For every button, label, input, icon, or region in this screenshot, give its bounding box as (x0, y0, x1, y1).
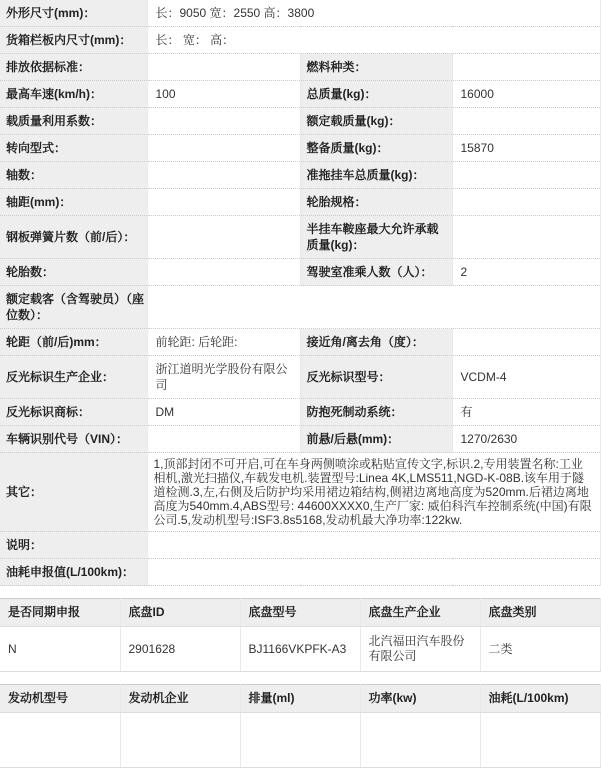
spec-value-cell: 浙江道明光学股份有限公司 (147, 356, 300, 399)
spec-label-cell: 货箱栏板内尺寸(mm)： (0, 27, 147, 54)
spec-value-cell (147, 426, 300, 453)
spec-row (0, 286, 600, 329)
engine-maker-cell (120, 713, 240, 768)
spec-value-cell (452, 189, 600, 216)
spec-row-other (0, 453, 600, 532)
spec-row (0, 81, 600, 108)
spec-row (0, 259, 600, 286)
chassis-header-cell: 底盘型号 (240, 599, 360, 627)
spec-value-cell (147, 216, 300, 259)
spec-value-cell (147, 54, 300, 81)
spec-value-cell: VCDM-4 (452, 356, 600, 399)
spec-label-cell: 反光标识生产企业： (0, 356, 147, 399)
chassis-header-cell: 底盘ID (120, 599, 240, 627)
spec-value-cell: 长： 宽： 高： (147, 27, 600, 54)
spec-label-cell: 最高车速(km/h)： (0, 81, 147, 108)
spec-value-cell (147, 189, 300, 216)
chassis-header-row (0, 599, 600, 627)
spec-label-cell: 额定载质量(kg)： (300, 108, 452, 135)
spec-label-cell: 燃料种类： (300, 54, 452, 81)
engine-header-cell: 排量(ml) (240, 685, 360, 713)
spec-row (0, 216, 600, 259)
spec-value-cell: 16000 (452, 81, 600, 108)
engine-header-cell: 发动机企业 (120, 685, 240, 713)
spec-value-cell: 2 (452, 259, 600, 286)
chassis-header-cell: 底盘类别 (480, 599, 600, 627)
spec-value-cell: 有 (452, 399, 600, 426)
spec-label-cell: 额定载客（含驾驶员）（座位数）： (0, 286, 147, 329)
spec-label-cell: 轮胎规格： (300, 189, 452, 216)
spec-value-cell: 1,顶部封闭不可开启,可在车身两侧喷涂或粘贴宣传文字,标识.2,专用装置名称:工业相机,激光扫描仪,车载发电机.装置型号:Linea 4K,LMS511,NGD-K-08B.该车用于隧道检测.3,左,右侧及后防护均采用裙边箱结构,侧裙边离地高度为520mm.后裙边离地高度为540mm.4,ABS型号: 44600XXXX0,生产厂家: 威伯科汽车控制系统(中国)有限公司.5,发动机型号:ISF3.8s5168,发动机最大净功率:122kw. (147, 453, 600, 532)
spec-value-cell: 100 (147, 81, 300, 108)
spec-row (0, 162, 600, 189)
spec-label-cell: 轴数： (0, 162, 147, 189)
spec-value-cell: 15870 (452, 135, 600, 162)
spec-label-cell: 准拖挂车总质量(kg)： (300, 162, 452, 189)
spec-row (0, 559, 600, 586)
chassis-header-cell: 是否同期申报 (0, 599, 120, 627)
spec-label-cell: 总质量(kg)： (300, 81, 452, 108)
chassis-declared-cell: N (0, 627, 120, 672)
spec-row (0, 329, 600, 356)
spec-row (0, 399, 600, 426)
spec-value-cell (147, 259, 300, 286)
spec-label-cell: 外形尺寸(mm)： (0, 0, 147, 27)
spec-value-cell: 长：9050 宽：2550 高：3800 (147, 0, 600, 27)
engine-data-row (0, 713, 600, 768)
spec-row (0, 356, 600, 399)
spec-label-cell: 反光标识商标： (0, 399, 147, 426)
spec-row (0, 189, 600, 216)
engine-header-cell: 功率(kw) (360, 685, 480, 713)
spec-value-cell (147, 135, 300, 162)
chassis-id-cell: 2901628 (120, 627, 240, 672)
spec-value-cell (147, 162, 300, 189)
spec-label-cell: 钢板弹簧片数（前/后）： (0, 216, 147, 259)
spec-row (0, 135, 600, 162)
spec-value-cell (452, 162, 600, 189)
spec-label-cell: 防抱死制动系统： (300, 399, 452, 426)
engine-power-cell (360, 713, 480, 768)
spec-label-cell: 整备质量(kg)： (300, 135, 452, 162)
spec-label-cell: 前悬/后悬(mm)： (300, 426, 452, 453)
spec-label-cell: 车辆识别代号（VIN）： (0, 426, 147, 453)
spec-label-cell: 轮距（前/后)mm： (0, 329, 147, 356)
spec-label-cell: 轴距(mm)： (0, 189, 147, 216)
spec-value-cell (147, 532, 600, 559)
spec-label-cell: 反光标识型号： (300, 356, 452, 399)
spec-value-cell: DM (147, 399, 300, 426)
spec-value-cell (452, 108, 600, 135)
spec-label-cell: 转向型式： (0, 135, 147, 162)
spec-value-cell (452, 329, 600, 356)
spec-label-cell: 驾驶室准乘人数（人）： (300, 259, 452, 286)
chassis-maker-cell: 北汽福田汽车股份有限公司 (360, 627, 480, 672)
spec-value-cell: 1270/2630 (452, 426, 600, 453)
chassis-header-cell: 底盘生产企业 (360, 599, 480, 627)
spec-label-cell: 排放依据标准： (0, 54, 147, 81)
chassis-data-row (0, 627, 600, 672)
spec-value-cell: 前轮距: 后轮距: (147, 329, 300, 356)
spec-row (0, 0, 600, 27)
spec-value-cell (147, 108, 300, 135)
spec-row (0, 426, 600, 453)
engine-fuel-cell (480, 713, 600, 768)
chassis-table (0, 598, 601, 672)
spec-row (0, 27, 600, 54)
engine-displacement-cell (240, 713, 360, 768)
engine-header-cell: 发动机型号 (0, 685, 120, 713)
spec-value-cell (147, 286, 600, 329)
spec-label-cell: 接近角/离去角（度）： (300, 329, 452, 356)
spec-label-cell: 说明： (0, 532, 147, 559)
spec-label-cell: 其它： (0, 453, 147, 532)
spec-row (0, 108, 600, 135)
spec-value-cell (452, 54, 600, 81)
table-spacer (0, 586, 600, 598)
spec-value-cell (452, 216, 600, 259)
chassis-class-cell: 二类 (480, 627, 600, 672)
spec-label-cell: 轮胎数： (0, 259, 147, 286)
engine-header-cell: 油耗(L/100km) (480, 685, 600, 713)
spec-label-cell: 半挂车鞍座最大允许承载质量(kg)： (300, 216, 452, 259)
engine-table (0, 684, 601, 768)
table-spacer (0, 672, 600, 684)
spec-row (0, 54, 600, 81)
spec-label-cell: 油耗申报值(L/100km)： (0, 559, 147, 586)
engine-model-cell (0, 713, 120, 768)
chassis-model-cell: BJ1166VKPFK-A3 (240, 627, 360, 672)
spec-label-cell: 载质量利用系数： (0, 108, 147, 135)
spec-row (0, 532, 600, 559)
engine-header-row (0, 685, 600, 713)
spec-value-cell (147, 559, 600, 586)
